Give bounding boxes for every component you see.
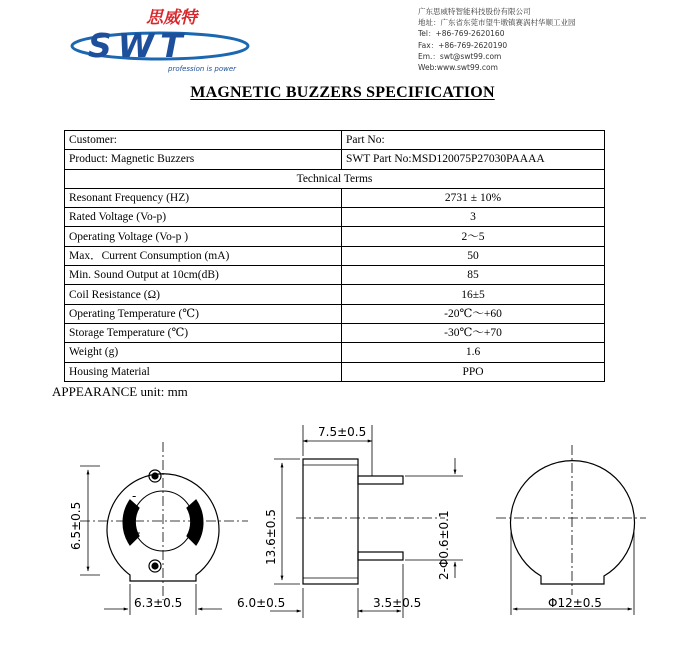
- mark-minus: -: [132, 489, 137, 503]
- row-value: 85: [342, 266, 605, 285]
- logo-chinese-name: 思威特: [146, 8, 197, 28]
- row-value: 3: [342, 208, 605, 227]
- row-value: 2～5: [342, 227, 605, 246]
- row-value: -20℃～+60: [342, 304, 605, 323]
- bottom-view: [80, 442, 248, 615]
- row-label: Rated Voltage (Vo-p): [65, 208, 342, 227]
- row-label: Housing Material: [65, 362, 342, 381]
- document-title: MAGNETIC BUZZERS SPECIFICATION: [190, 84, 495, 101]
- row-label: Coil Resistance (Ω): [65, 285, 342, 304]
- dim-diameter: Φ12±0.5: [548, 596, 602, 610]
- side-view: [270, 425, 463, 618]
- row-label: Operating Voltage (Vo-p ): [65, 227, 342, 246]
- logo-brand: SWT: [88, 26, 189, 65]
- mark-plus: +: [131, 526, 142, 540]
- top-view: [496, 445, 646, 615]
- dim-pin-diameter: 2-Φ0.6±0.1: [437, 510, 451, 580]
- row-value: 16±5: [342, 285, 605, 304]
- part-no-label: Part No:: [342, 131, 605, 150]
- company-fax: Fax：+86-769-2620190: [418, 40, 508, 50]
- row-value: 2731 ± 10%: [342, 188, 605, 207]
- row-label: Weight (g): [65, 343, 342, 362]
- dim-top-side: 7.5±0.5: [318, 425, 367, 439]
- row-label: Max．Current Consumption (mA): [65, 246, 342, 265]
- dim-height-side: 13.6±0.5: [264, 509, 278, 565]
- customer-label: Customer:: [65, 131, 342, 150]
- company-tel: Tel：+86-769-2620160: [418, 29, 505, 39]
- dim-bottom-left-side: 6.0±0.5: [237, 596, 286, 610]
- product-label: Product: Magnetic Buzzers: [65, 150, 342, 169]
- row-label: Storage Temperature (℃): [65, 323, 342, 342]
- company-name: 广东思威特智能科技股份有限公司: [418, 7, 531, 16]
- company-address: 地址：广东省东莞市望牛墩镇赛涡村华顺工业园: [418, 18, 576, 28]
- row-label: Resonant Frequency (HZ): [65, 188, 342, 207]
- section-caption: Technical Terms: [65, 169, 605, 188]
- dim-pin-spacing: 3.5±0.5: [373, 596, 422, 610]
- row-value: -30℃～+70: [342, 323, 605, 342]
- row-value: PPO: [342, 362, 605, 381]
- appearance-label: APPEARANCE unit: mm: [52, 384, 188, 399]
- company-email: Em.：swt@swt99.com: [418, 51, 502, 61]
- row-value: 1.6: [342, 343, 605, 362]
- dim-width-left: 6.3±0.5: [134, 596, 183, 610]
- logo-tagline: profession is power: [168, 65, 237, 73]
- swt-part-no: SWT Part No:MSD120075P27030PAAAA: [342, 150, 605, 169]
- row-label: Operating Temperature (℃): [65, 304, 342, 323]
- row-label: Min. Sound Output at 10cm(dB): [65, 266, 342, 285]
- dim-height-left: 6.5±0.5: [69, 501, 83, 550]
- company-web: Web:www.swt99.com: [418, 63, 498, 73]
- row-value: 50: [342, 246, 605, 265]
